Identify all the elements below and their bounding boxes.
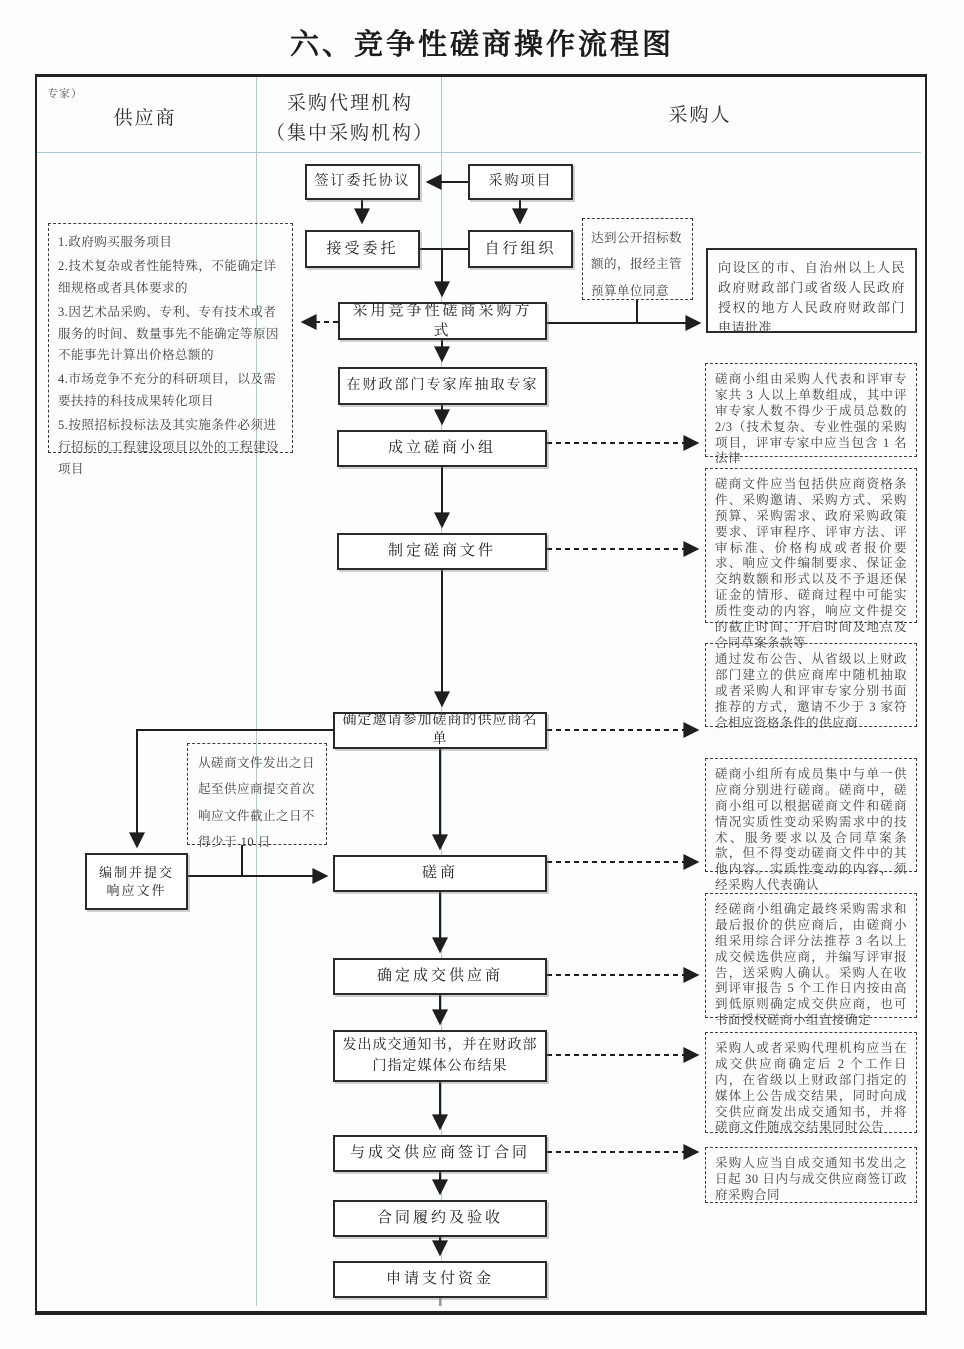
node-label-line1: 编制并提交 — [98, 864, 174, 880]
node-label: 磋商 — [421, 865, 458, 882]
approval-text: 向设区的市、自治州以上人民政府财政部门或省级人民政府授权的地方人民政府财政部门申请批准 — [718, 260, 905, 336]
node-label: 成立磋商小组 — [387, 440, 496, 457]
column-header-agency-line2: （集中采购机构） — [265, 123, 434, 144]
node-self-organize — [468, 230, 573, 268]
node-label: 在财政部门专家库抽取专家 — [346, 377, 539, 393]
reason-item-2: 2.技术复杂或者性能特殊，不能确定详细规格或者具体要求的 — [58, 258, 277, 295]
note-text: 磋商文件应当包括供应商资格条件、采购邀请、采购方式、采购预算、采购需求、政府采购政策要求、评审程序、评审方法、评审标准、价格构成或者报价要求、响应文件编制要求、保证金交纳数额和形式以及不予退还保证金的情形、磋商过程中可能实质性变动的内容，响应文件提交的截止时间、开启时间及地点及合同草案条款等 — [715, 477, 907, 650]
node-label: 与成交供应商签订合同 — [349, 1145, 530, 1162]
corner-note: 专家） — [47, 88, 83, 100]
node-accept-entrustment — [305, 230, 420, 268]
node-label: 采购项目 — [488, 173, 553, 189]
node-label: 确定邀请参加磋商的供应商名单 — [342, 712, 538, 747]
node-extract-experts — [338, 367, 547, 405]
node-sign-contract — [333, 1135, 547, 1172]
node-label: 采用竞争性磋商采购方式 — [352, 302, 533, 339]
node-negotiation — [333, 855, 547, 892]
node-label: 自行组织 — [484, 240, 557, 257]
column-header-agency-line1: 采购代理机构 — [286, 93, 413, 114]
page-title: 六、竞争性磋商操作流程图 — [289, 29, 674, 61]
note-text: 磋商小组所有成员集中与单一供应商分别进行磋商。磋商中，磋商小组可以根据磋商文件和磋商情况实质性变动采购需求中的技术、服务要求以及合同草案条款，但不得变动磋商文件中的其他内容。实质性变动的内容，须经采购人代表确认 — [715, 767, 907, 893]
node-label: 发出成交通知书，并在财政部门指定媒体公布结果 — [342, 1038, 538, 1074]
node-prepare-response — [85, 853, 188, 910]
reason-item-1: 1.政府购买服务项目 — [58, 235, 173, 249]
node-label: 申请支付资金 — [385, 1271, 494, 1288]
node-apply-payment — [333, 1261, 547, 1298]
node-label: 合同履约及验收 — [376, 1210, 503, 1227]
note-text: 磋商小组由采购人代表和评审专家共 3 人以上单数组成，其中评审专家人数不得少于成员总数的 2/3（技术复杂、专业性强的采购项目，评审专家中应当包含 1 名法律 — [715, 372, 907, 466]
node-label: 制定磋商文件 — [387, 543, 496, 560]
node-sign-agreement — [305, 164, 420, 200]
node-label: 接受委托 — [326, 240, 399, 257]
reason-item-3: 3.因艺术品采购、专利、专有技术或者服务的时间、数量事先不能确定等原因不能事先计算出价格总额的 — [58, 304, 280, 363]
node-confirm-supplier-list — [333, 712, 547, 749]
node-issue-notice — [333, 1030, 547, 1082]
node-adopt-method — [338, 302, 547, 340]
reason-item-4: 4.市场竞争不充分的科研项目，以及需要扶持的科技成果转化项目 — [58, 372, 277, 409]
arrow-list-to-prepare — [137, 730, 333, 846]
column-header-supplier: 供应商 — [113, 108, 177, 129]
reason-item-5: 5.按照招标投标法及其实施条件必须进行招标的工程建设项目以外的工程建设项目 — [58, 418, 280, 476]
node-form-group — [337, 430, 547, 467]
note-text: 达到公开招标数额的，报经主管预算单位同意 — [591, 231, 683, 298]
node-label-line2: 响应文件 — [106, 882, 167, 898]
node-contract-acceptance — [333, 1200, 547, 1237]
note-text: 从磋商文件发出之日起至供应商提交首次响应文件截止之日不得少于 10 日 — [198, 756, 316, 849]
note-text: 采购人应当自成交通知书发出之日起 30 日内与成交供应商签订政府采购合同 — [715, 1156, 907, 1202]
node-label: 确定成交供应商 — [376, 968, 503, 985]
node-make-documents — [337, 533, 547, 570]
node-approval — [706, 248, 917, 336]
note-text: 采购人或者采购代理机构应当在成交供应商确定后 2 个工作日内，在省级以上财政部门指定的媒体上公告成交结果，同时向成交供应商发出成交通知书，并将磋商文件随成交结果同时公告 — [715, 1041, 907, 1135]
node-label: 签订委托协议 — [314, 173, 411, 189]
note-text: 通过发布公告、从省级以上财政部门建立的供应商库中随机抽取或者采购人和评审专家分别书面推荐的方式，邀请不少于 3 家符合相应资格条件的供应商 — [715, 652, 907, 730]
column-header-purchaser: 采购人 — [668, 105, 732, 126]
node-procurement-project — [468, 164, 573, 200]
node-confirm-deal-supplier — [333, 958, 547, 995]
note-text: 经磋商小组确定最终采购需求和最后报价的供应商后，由磋商小组采用综合评分法推荐 3 名以上成交候选供应商，并编写评审报告，送采购人确认。采购人在收到评审报告 5 个工作日内按由高到低原则确定成交供应商，也可书面授权磋商小组直接确定 — [715, 902, 907, 1028]
